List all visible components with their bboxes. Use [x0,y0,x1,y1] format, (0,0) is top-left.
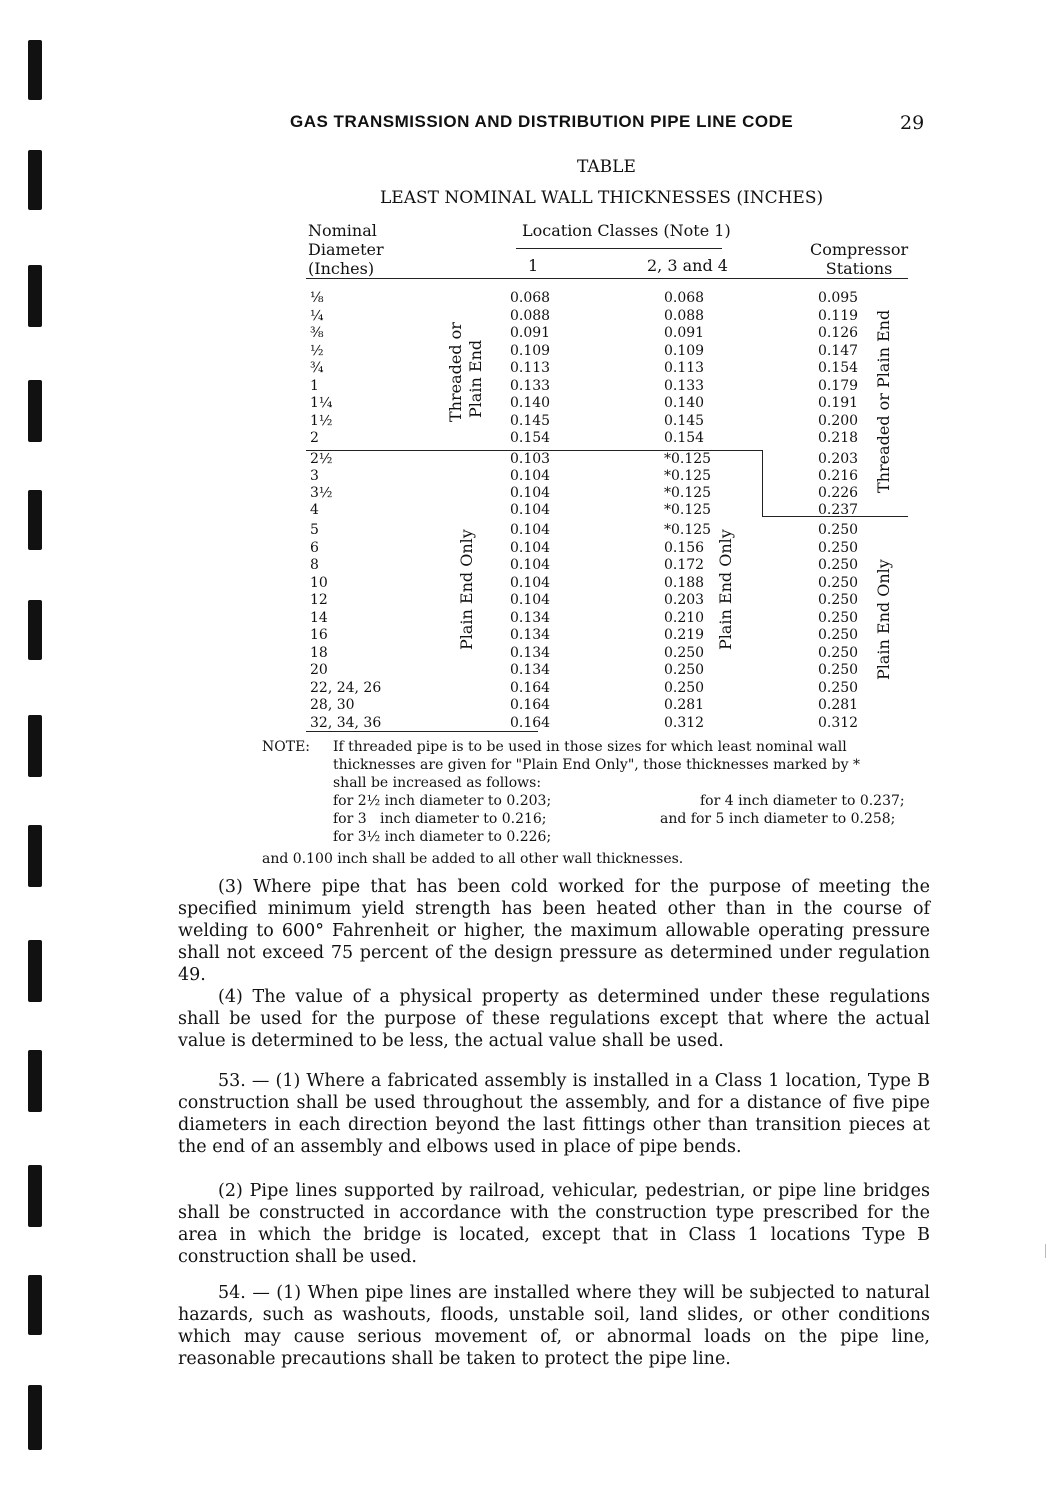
cell-class234: 0.109 [664,342,705,359]
group-label-threaded-compressor: Threaded or Plain End [874,309,893,493]
cell-class234: 0.250 [664,644,705,661]
cell-diameter: 1¼ [310,395,333,411]
cell-compressor: 0.147 [818,342,859,359]
cell-compressor: 0.250 [818,557,859,573]
cell-diameter: 2 [310,430,319,446]
cell-diameter: 4 [310,502,319,518]
cell-compressor: 0.218 [818,430,859,446]
cell-class1: 0.104 [510,592,551,608]
cell-compressor: 0.119 [818,307,859,324]
note-line: for 3 inch diameter to 0.216; [333,811,547,827]
note-line: If threaded pipe is to be used in those sizes for which least nominal wall [333,739,847,755]
cell-diameter: 3½ [310,485,333,501]
paragraph-4 [178,986,930,1052]
cell-diameter: 1½ [310,412,333,429]
section-53-2 [178,1180,930,1268]
binding-mark [28,490,42,550]
section-53-1 [178,1070,930,1158]
cell-diameter: ⅜ [310,325,324,341]
cell-class1: 0.109 [510,342,551,359]
cell-compressor: 0.312 [818,714,859,731]
cell-compressor: 0.250 [818,592,859,608]
cell-diameter: ¾ [310,360,324,376]
cell-class1: 0.091 [510,325,551,341]
cell-diameter: 22, 24, 26 [310,679,382,696]
cell-class234: *0.125 [664,522,712,538]
paragraph-text: 54. — (1) When pipe lines are installed where they will be subjected to natural hazards, such as washouts, floods, unstable soil, land slides, or other conditions which may cause serious movement of, or abnormal loads on the pipe line, reasonable precautions shall be taken to protect the pipe line. [178,1283,930,1369]
group-label-plain-end-1: Plain End Only [457,529,476,650]
cell-compressor: 0.095 [818,290,859,306]
cell-compressor: 0.250 [818,679,859,696]
group-label-plain-end-2: Plain End Only [716,529,735,650]
binding-mark [28,1165,42,1227]
margin-tick [1045,1244,1046,1258]
cell-class1: 0.164 [510,679,551,696]
cell-compressor: 0.250 [818,627,859,643]
group-label-threaded-a: Threaded or [446,322,465,422]
cell-class1: 0.104 [510,485,551,501]
cell-class234: 0.312 [664,714,705,731]
col-header-class-234: 2, 3 and 4 [647,256,728,275]
cell-class1: 0.113 [510,360,551,376]
cell-class1: 0.164 [510,697,551,713]
note-line: and 0.100 inch shall be added to all other wall thicknesses. [262,851,684,867]
cell-class1: 0.134 [510,609,551,626]
paragraph-text: (3) Where pipe that has been cold worked for the purpose of meeting the specified minimum yield strength has been heated other than in the course of welding to 600° Fahrenheit or higher, the maximum allowable operating pressure shall not exceed 75 percent of the design pressure as determined under regulation 49. [178,877,930,985]
running-header: GAS TRANSMISSION AND DISTRIBUTION PIPE LINE CODE [290,112,794,131]
binding-mark [28,940,42,1002]
note-line: for 3½ inch diameter to 0.226; [333,829,552,845]
cell-compressor: 0.154 [818,360,859,376]
cell-class234: 0.154 [664,430,705,446]
cell-diameter: ¼ [310,307,324,324]
cell-class1: 0.104 [510,468,551,484]
cell-class1: 0.104 [510,522,551,538]
cell-class234: 0.088 [664,307,705,324]
cell-class1: 0.140 [510,395,551,411]
cell-diameter: 12 [310,592,328,608]
paragraph-text: (4) The value of a physical property as determined under these regulations shall be used for the purpose of these regulations except that where the actual value is determined to be less, the actual value shall be used. [178,987,930,1051]
table-subtitle: LEAST NOMINAL WALL THICKNESSES (INCHES) [380,188,824,208]
cell-diameter: ⅛ [310,290,324,306]
cell-class234: 0.113 [664,360,705,376]
group-label-plain-end-compressor: Plain End Only [874,559,893,680]
page-number: 29 [900,112,925,134]
binding-mark [28,1050,42,1112]
note-line: for 4 inch diameter to 0.237; [700,793,905,809]
cell-compressor: 0.237 [818,502,859,518]
cell-compressor: 0.250 [818,539,859,556]
cell-class1: 0.134 [510,644,551,661]
binding-mark [28,265,42,327]
cell-compressor: 0.250 [818,574,859,591]
cell-class1: 0.104 [510,557,551,573]
cell-diameter: 10 [310,574,328,591]
cell-class234: 0.203 [664,592,705,608]
cell-class1: 0.154 [510,430,551,446]
cell-diameter: 28, 30 [310,697,355,713]
group-vertical-rule [762,450,763,516]
col-header-nominal: Nominal Diameter (Inches) [308,221,384,278]
group-label-threaded-b: Plain End [466,339,485,418]
cell-class1: 0.134 [510,662,551,678]
cell-class1: 0.103 [510,451,551,467]
cell-diameter: 32, 34, 36 [310,714,382,731]
cell-class1: 0.104 [510,539,551,556]
cell-class234: 0.188 [664,574,705,591]
binding-mark [28,150,42,210]
binding-mark [28,1275,42,1335]
binding-mark [28,825,42,887]
cell-class1: 0.133 [510,377,551,394]
cell-diameter: 3 [310,468,319,484]
cell-class234: *0.125 [664,485,712,501]
binding-mark [28,380,42,442]
cell-class234: *0.125 [664,502,712,518]
cell-diameter: 16 [310,627,328,643]
cell-class234: *0.125 [664,468,712,484]
cell-compressor: 0.126 [818,325,859,341]
cell-compressor: 0.216 [818,468,859,484]
cell-class1: 0.164 [510,714,551,731]
cell-diameter: 14 [310,609,328,626]
cell-compressor: 0.250 [818,662,859,678]
cell-class1: 0.068 [510,290,551,306]
cell-diameter: 6 [310,539,319,556]
cell-class234: 0.210 [664,609,705,626]
cell-diameter: 2½ [310,451,333,467]
paragraph-3 [178,876,930,986]
cell-compressor: 0.200 [818,412,859,429]
cell-class234: 0.133 [664,377,705,394]
cell-class234: 0.068 [664,290,705,306]
note-label: NOTE: [262,739,311,755]
cell-class1: 0.145 [510,412,551,429]
cell-class1: 0.104 [510,502,551,518]
col-header-class-1: 1 [528,256,539,275]
cell-class234: 0.250 [664,679,705,696]
table-top-rule [306,278,908,279]
cell-compressor: 0.203 [818,451,859,467]
cell-class234: 0.172 [664,557,705,573]
col-header-location-classes: Location Classes (Note 1) [522,221,731,240]
cell-compressor: 0.250 [818,644,859,661]
cell-diameter: 5 [310,522,319,538]
section-54-1 [178,1282,930,1370]
paragraph-text: 53. — (1) Where a fabricated assembly is installed in a Class 1 location, Type B construction shall be used throughout the assembly, and for a distance of five pipe diameters in each direction beyond the last fittings other than transition pieces at the end of an assembly and elbows used in place of pipe bends. [178,1071,930,1157]
cell-class1: 0.088 [510,307,551,324]
binding-mark [28,600,42,660]
cell-class234: *0.125 [664,451,712,467]
cell-compressor: 0.179 [818,377,859,394]
cell-class234: 0.140 [664,395,705,411]
cell-compressor: 0.226 [818,485,859,501]
cell-class1: 0.104 [510,574,551,591]
cell-compressor: 0.281 [818,697,859,713]
cell-diameter: 18 [310,644,328,661]
cell-class234: 0.156 [664,539,705,556]
table-title: TABLE [577,157,636,177]
paragraph-text: (2) Pipe lines supported by railroad, vehicular, pedestrian, or pipe line bridges shall be constructed in accordance with the construction type prescribed for the area in which the bridge is located, except that in Class 1 locations Type B construction shall be used. [178,1181,930,1267]
location-classes-rule [516,248,722,249]
binding-mark [28,1385,42,1450]
cell-class1: 0.134 [510,627,551,643]
cell-diameter: 8 [310,557,319,573]
cell-class234: 0.219 [664,627,705,643]
cell-class234: 0.281 [664,697,705,713]
col-header-compressor: Compressor Stations [810,240,909,278]
cell-compressor: 0.250 [818,609,859,626]
cell-class234: 0.091 [664,325,705,341]
cell-diameter: 1 [310,377,319,394]
cell-compressor: 0.191 [818,395,859,411]
cell-diameter: ½ [310,342,324,359]
note-line: shall be increased as follows: [333,775,542,791]
cell-diameter: 20 [310,662,328,678]
note-line: for 2½ inch diameter to 0.203; [333,793,552,809]
cell-class234: 0.145 [664,412,705,429]
cell-compressor: 0.250 [818,522,859,538]
cell-class234: 0.250 [664,662,705,678]
note-line: thicknesses are given for "Plain End Only", those thicknesses marked by * [333,757,861,773]
binding-mark [28,715,42,777]
binding-mark [28,40,42,100]
note-line: and for 5 inch diameter to 0.258; [660,811,896,827]
